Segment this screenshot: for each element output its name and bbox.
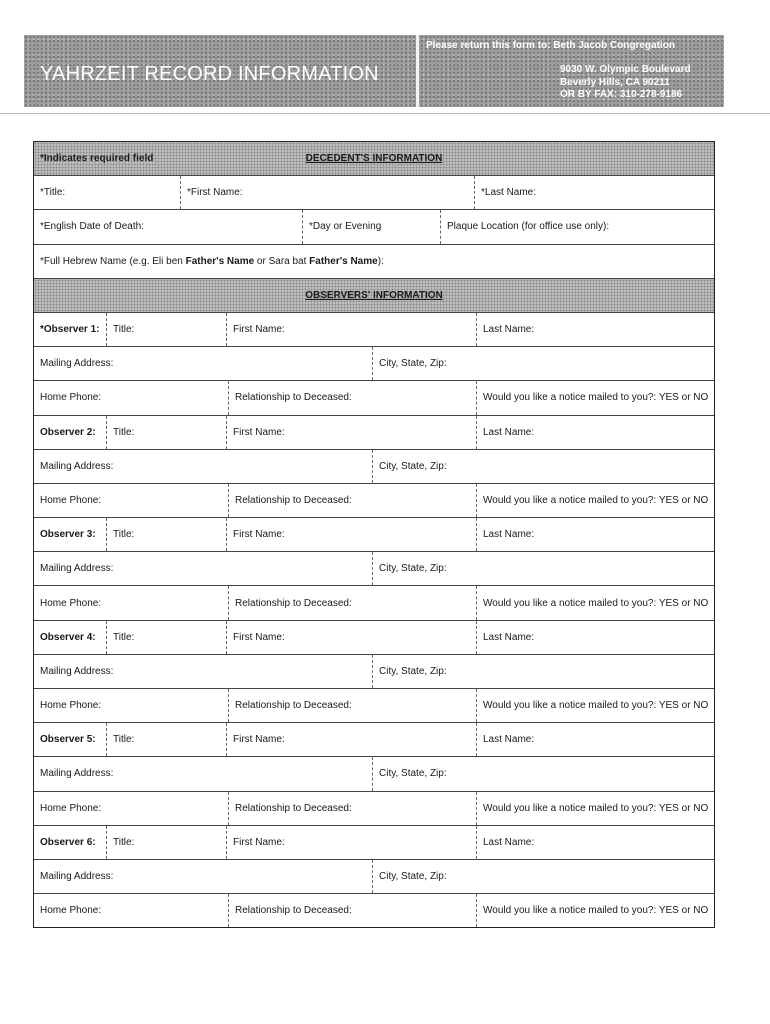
observer-notice-field[interactable]: Would you like a notice mailed to you?: YES or NO (476, 894, 716, 927)
observer-phone-row-3 (34, 586, 714, 620)
observers-section-title: OBSERVERS' INFORMATION (305, 289, 443, 301)
observer-title-field[interactable]: Title: (106, 826, 226, 859)
decedent-date-row (34, 210, 714, 244)
observer-title-field[interactable]: Title: (106, 723, 226, 756)
observer-name-row-1 (34, 313, 714, 347)
observer-address-row-4 (34, 655, 714, 689)
observer-relationship-field[interactable]: Relationship to Deceased: (228, 894, 476, 927)
observer-home-phone-field[interactable]: Home Phone: (40, 392, 102, 404)
observer-address-row-3 (34, 552, 714, 586)
observer-mailing-address-field[interactable]: Mailing Address: (40, 665, 114, 677)
observer-home-phone-field[interactable]: Home Phone: (40, 802, 102, 814)
observer-relationship-field[interactable]: Relationship to Deceased: (228, 689, 476, 722)
form-title: YAHRZEIT RECORD INFORMATION (40, 63, 379, 85)
observer-address-row-5 (34, 757, 714, 791)
observer-label: Observer 6: (40, 836, 96, 848)
observer-relationship-field[interactable]: Relationship to Deceased: (228, 586, 476, 619)
observer-first-name-field[interactable]: First Name: (226, 416, 476, 449)
fax-number: OR BY FAX: 310-278-9186 (560, 89, 683, 100)
observer-home-phone-field[interactable]: Home Phone: (40, 597, 102, 609)
required-field-note: *Indicates required field (40, 153, 154, 165)
observer-relationship-field[interactable]: Relationship to Deceased: (228, 792, 476, 825)
observer-city-state-zip-field[interactable]: City, State, Zip: (372, 757, 716, 790)
banner-divider (416, 35, 419, 107)
observer-address-row-1 (34, 347, 714, 381)
observer-title-field[interactable]: Title: (106, 313, 226, 346)
full-hebrew-name-field[interactable] (34, 245, 714, 278)
hebrew-name-row (34, 245, 714, 279)
return-address (560, 64, 691, 102)
observer-home-phone-field[interactable]: Home Phone: (40, 700, 102, 712)
observer-city-state-zip-field[interactable]: City, State, Zip: (372, 347, 716, 380)
observer-relationship-field[interactable]: Relationship to Deceased: (228, 381, 476, 414)
observers-section-header (34, 279, 714, 313)
observer-title-field[interactable]: Title: (106, 518, 226, 551)
observer-name-row-5 (34, 723, 714, 757)
observer-city-state-zip-field[interactable]: City, State, Zip: (372, 860, 716, 893)
hebrew-name-mid: or Sara bat (254, 255, 310, 267)
observer-last-name-field[interactable]: Last Name: (476, 313, 716, 346)
observer-city-state-zip-field[interactable]: City, State, Zip: (372, 450, 716, 483)
observer-label: Observer 4: (40, 631, 96, 643)
form-header-banner (24, 35, 724, 107)
observer-mailing-address-field[interactable]: Mailing Address: (40, 563, 114, 575)
decedent-section-title: DECEDENT'S INFORMATION (305, 153, 443, 165)
observer-first-name-field[interactable]: First Name: (226, 313, 476, 346)
observer-mailing-address-field[interactable]: Mailing Address: (40, 460, 114, 472)
observer-mailing-address-field[interactable]: Mailing Address: (40, 768, 114, 780)
observer-address-row-2 (34, 450, 714, 484)
observer-home-phone-field[interactable]: Home Phone: (40, 494, 102, 506)
observer-first-name-field[interactable]: First Name: (226, 518, 476, 551)
observer-label: *Observer 1: (40, 324, 100, 336)
observer-phone-row-6 (34, 894, 714, 927)
address-street: 9030 W. Olympic Boulevard (560, 64, 691, 75)
observer-last-name-field[interactable]: Last Name: (476, 518, 716, 551)
decedent-last-name-field[interactable]: *Last Name: (474, 176, 716, 209)
observer-mailing-address-field[interactable]: Mailing Address: (40, 871, 114, 883)
decedent-title-field[interactable]: *Title: (40, 187, 66, 199)
observer-relationship-field[interactable]: Relationship to Deceased: (228, 484, 476, 517)
observer-notice-field[interactable]: Would you like a notice mailed to you?: YES or NO (476, 381, 716, 414)
observer-phone-row-1 (34, 381, 714, 415)
observer-title-field[interactable]: Title: (106, 621, 226, 654)
observer-phone-row-5 (34, 792, 714, 826)
decedent-section-header (34, 142, 714, 176)
header-rule (0, 113, 770, 114)
decedent-name-row (34, 176, 714, 210)
observer-last-name-field[interactable]: Last Name: (476, 826, 716, 859)
hebrew-fathers-name-2: Father's Name (309, 255, 378, 267)
observer-notice-field[interactable]: Would you like a notice mailed to you?: YES or NO (476, 586, 716, 619)
english-date-of-death-field[interactable]: *English Date of Death: (40, 221, 144, 233)
observer-phone-row-2 (34, 484, 714, 518)
observer-notice-field[interactable]: Would you like a notice mailed to you?: YES or NO (476, 689, 716, 722)
observer-label: Observer 5: (40, 734, 96, 746)
observer-last-name-field[interactable]: Last Name: (476, 416, 716, 449)
hebrew-fathers-name-1: Father's Name (185, 255, 255, 267)
observer-title-field[interactable]: Title: (106, 416, 226, 449)
observer-name-row-3 (34, 518, 714, 552)
observer-first-name-field[interactable]: First Name: (226, 621, 476, 654)
observer-notice-field[interactable]: Would you like a notice mailed to you?: YES or NO (476, 484, 716, 517)
observer-city-state-zip-field[interactable]: City, State, Zip: (372, 655, 716, 688)
observer-label: Observer 2: (40, 426, 96, 438)
observer-name-row-6 (34, 826, 714, 860)
observer-first-name-field[interactable]: First Name: (226, 723, 476, 756)
hebrew-name-prefix: *Full Hebrew Name (e.g. Eli ben (40, 255, 186, 267)
return-instructions: Please return this form to: Beth Jacob Congregation (426, 40, 675, 51)
day-or-evening-field[interactable]: *Day or Evening (302, 210, 440, 243)
address-city: Beverly Hills, CA 90211 (560, 76, 670, 88)
observer-name-row-4 (34, 621, 714, 655)
observer-first-name-field[interactable]: First Name: (226, 826, 476, 859)
observer-last-name-field[interactable]: Last Name: (476, 723, 716, 756)
observer-city-state-zip-field[interactable]: City, State, Zip: (372, 552, 716, 585)
observer-label: Observer 3: (40, 529, 96, 541)
observer-mailing-address-field[interactable]: Mailing Address: (40, 358, 114, 370)
decedent-first-name-field[interactable]: *First Name: (180, 176, 474, 209)
observer-last-name-field[interactable]: Last Name: (476, 621, 716, 654)
observer-home-phone-field[interactable]: Home Phone: (40, 905, 102, 917)
plaque-location-field[interactable]: Plaque Location (for office use only): (440, 210, 716, 243)
observer-name-row-2 (34, 416, 714, 450)
observer-address-row-6 (34, 860, 714, 894)
observer-notice-field[interactable]: Would you like a notice mailed to you?: YES or NO (476, 792, 716, 825)
hebrew-name-suffix: ): (377, 255, 384, 267)
yahrzeit-form (33, 141, 715, 928)
observer-phone-row-4 (34, 689, 714, 723)
